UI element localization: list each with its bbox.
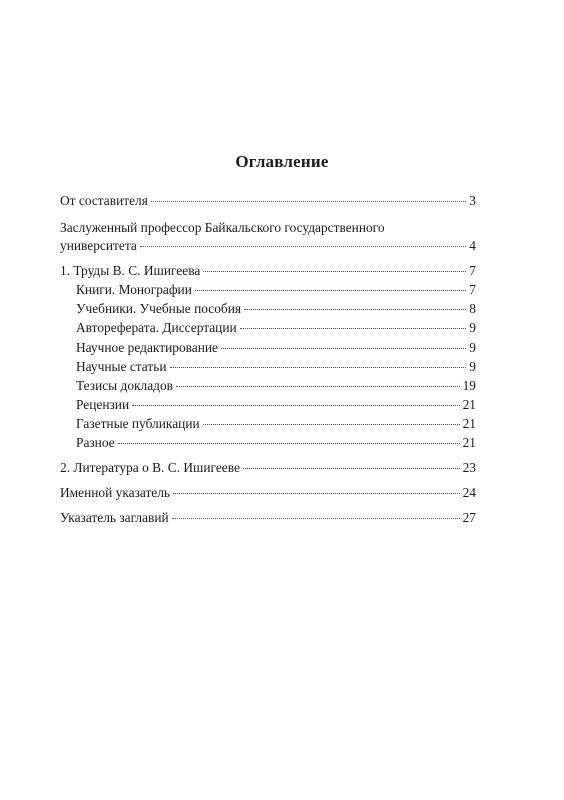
toc-entry-dissertations[interactable] xyxy=(76,319,476,337)
toc-entry-name-index[interactable] xyxy=(60,484,476,502)
toc-entry-page: 9 xyxy=(469,340,476,355)
page-title: Оглавление xyxy=(235,152,329,171)
dot-leader xyxy=(173,493,460,494)
dot-leader xyxy=(195,290,466,291)
toc-entry-page: 3 xyxy=(469,193,476,208)
toc-entry-label: Тезисы докладов xyxy=(76,378,173,393)
toc-entry-scientific-articles[interactable] xyxy=(76,358,476,376)
toc-entry-page: 21 xyxy=(462,416,476,431)
toc-entry-page: 24 xyxy=(462,485,476,500)
toc-entry-label: 2. Литература о В. С. Ишигееве xyxy=(60,460,240,475)
toc-entry-page: 23 xyxy=(462,460,476,475)
dot-leader xyxy=(243,468,460,469)
dot-leader xyxy=(151,201,466,202)
toc-entry-books[interactable] xyxy=(76,281,476,299)
toc-entry-scientific-editing[interactable] xyxy=(76,339,476,357)
dot-leader xyxy=(221,348,466,349)
toc-entry-works[interactable] xyxy=(60,262,476,280)
toc-entry-label: Разное xyxy=(76,435,115,450)
toc-entry-label: Автореферата. Диссертации xyxy=(76,320,237,335)
toc-entry-page: 8 xyxy=(469,301,476,316)
toc-entry-newspaper[interactable] xyxy=(76,415,476,433)
toc-entry-abstracts[interactable] xyxy=(76,377,476,395)
toc-entry-page: 7 xyxy=(469,263,476,278)
dot-leader xyxy=(132,405,459,406)
dot-leader xyxy=(172,518,460,519)
dot-leader xyxy=(140,246,467,247)
toc-entry-label: Газетные публикации xyxy=(76,416,200,431)
toc-entry-literature[interactable] xyxy=(60,459,476,477)
toc-entry-label: 1. Труды В. С. Ишигеева xyxy=(60,263,201,278)
dot-leader xyxy=(203,271,466,272)
toc-entry-page: 9 xyxy=(469,359,476,374)
toc-entry-miscellaneous[interactable] xyxy=(76,434,476,452)
dot-leader xyxy=(244,309,466,310)
dot-leader xyxy=(240,328,467,329)
toc-entry-page: 21 xyxy=(462,435,476,450)
dot-leader xyxy=(176,386,460,387)
toc-entry-page: 19 xyxy=(462,378,476,393)
toc-entry-title-index[interactable] xyxy=(60,509,476,527)
toc-entry-label: От составителя xyxy=(60,193,148,208)
toc-entry-page: 21 xyxy=(462,397,476,412)
toc-entry-page: 27 xyxy=(462,510,476,525)
toc-entry-label: Указатель заглавий xyxy=(60,510,169,525)
toc-entry-page: 9 xyxy=(469,320,476,335)
toc-entry-label: Именной указатель xyxy=(60,485,171,500)
toc-entry-label: Учебники. Учебные пособия xyxy=(76,301,242,316)
toc-entry-label: Научное редактирование xyxy=(76,340,219,355)
toc-entry-page: 7 xyxy=(469,282,476,297)
toc-entry-label: Рецензии xyxy=(76,397,130,412)
dot-leader xyxy=(170,367,467,368)
toc-entry-label: Книги. Монографии xyxy=(76,282,192,297)
toc-entry-from-compiler[interactable] xyxy=(60,192,476,210)
toc-entry-page: 4 xyxy=(469,238,476,253)
toc-entry-reviews[interactable] xyxy=(76,396,476,414)
toc-entry-label: университета xyxy=(60,238,137,253)
toc-entry-label: Научные статьи xyxy=(76,359,167,374)
toc-entry-honored-professor[interactable] xyxy=(60,237,476,255)
toc-entry-label-line1: Заслуженный профессор Байкальского государственного xyxy=(60,220,385,235)
toc-entry-textbooks[interactable] xyxy=(76,300,476,318)
dot-leader xyxy=(203,424,460,425)
dot-leader xyxy=(118,443,460,444)
